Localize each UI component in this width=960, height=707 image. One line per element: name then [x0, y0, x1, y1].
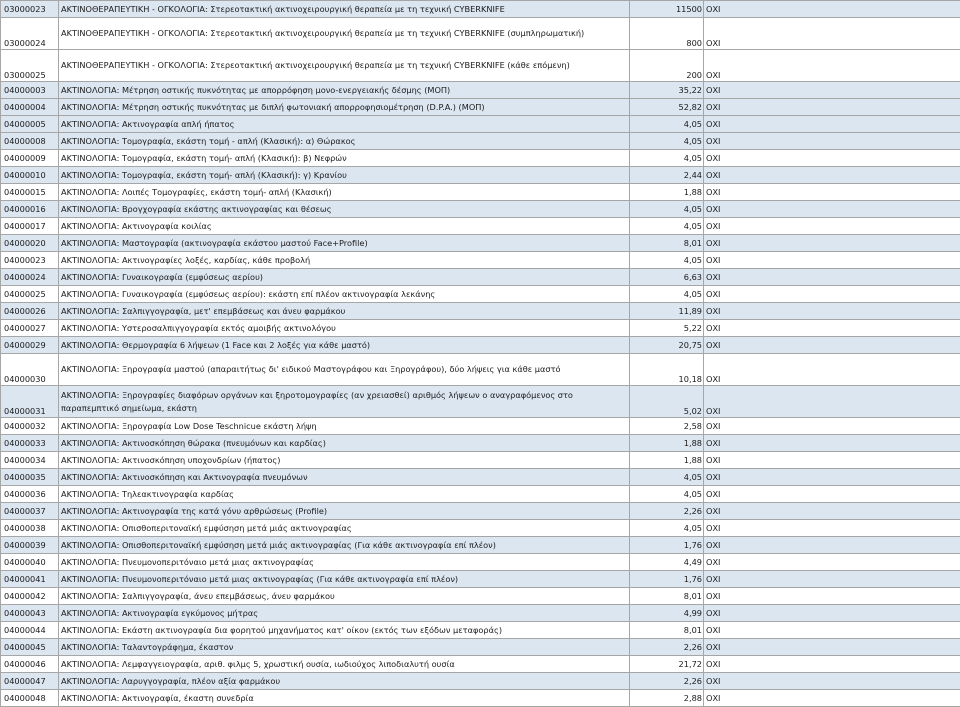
table-row [1, 554, 960, 571]
flag-cell: ΟΧΙ [704, 571, 960, 588]
code-cell: 04000043 [1, 605, 59, 622]
price-cell: 4,05 [630, 286, 704, 303]
price-cell: 10,18 [630, 354, 704, 386]
description-cell: ΑΚΤΙΝΟΘΕΡΑΠΕΥΤΙΚΗ - ΟΓΚΟΛΟΓΙΑ: Στερεοτακτική ακτινοχειρουργική θεραπεία με τη τεχνική CYBERKNIFE (συμπληρωματική) [59, 18, 630, 50]
table-row [1, 320, 960, 337]
price-cell: 5,22 [630, 320, 704, 337]
description-cell: ΑΚΤΙΝΟΛΟΓΙΑ: Οπισθοπεριτοναϊκή εμφύσηση μετά μιάς ακτινογραφίας [59, 520, 630, 537]
price-cell: 4,99 [630, 605, 704, 622]
table-row [1, 452, 960, 469]
flag-cell: ΟΧΙ [704, 1, 960, 18]
table-row [1, 184, 960, 201]
price-cell: 2,26 [630, 673, 704, 690]
code-cell: 04000041 [1, 571, 59, 588]
description-cell: ΑΚΤΙΝΟΛΟΓΙΑ: Λοιπές Τομογραφίες, εκάστη τομή- απλή (Κλασική) [59, 184, 630, 201]
code-cell: 04000017 [1, 218, 59, 235]
description-cell: ΑΚΤΙΝΟΛΟΓΙΑ: Ταλαντογράφημα, έκαστον [59, 639, 630, 656]
price-cell: 20,75 [630, 337, 704, 354]
table-row [1, 354, 960, 386]
description-cell: ΑΚΤΙΝΟΛΟΓΙΑ: Υστεροσαλπιγγογραφία εκτός αμοιβής ακτινολόγου [59, 320, 630, 337]
price-cell: 1,88 [630, 452, 704, 469]
description-cell: ΑΚΤΙΝΟΛΟΓΙΑ: Λαρυγγογραφία, πλέον αξία φαρμάκου [59, 673, 630, 690]
description-cell: ΑΚΤΙΝΟΛΟΓΙΑ: Σαλπιγγογραφία, μετ' επεμβάσεως και άνευ φαρμάκου [59, 303, 630, 320]
price-cell: 4,05 [630, 469, 704, 486]
description-cell: ΑΚΤΙΝΟΛΟΓΙΑ: Βρογχογραφία εκάστης ακτινογραφίας και θέσεως [59, 201, 630, 218]
flag-cell: ΟΧΙ [704, 435, 960, 452]
flag-cell: ΟΧΙ [704, 303, 960, 320]
code-cell: 04000032 [1, 418, 59, 435]
flag-cell: ΟΧΙ [704, 286, 960, 303]
code-cell: 04000039 [1, 537, 59, 554]
flag-cell: ΟΧΙ [704, 184, 960, 201]
price-cell: 8,01 [630, 622, 704, 639]
description-cell: ΑΚΤΙΝΟΘΕΡΑΠΕΥΤΙΚΗ - ΟΓΚΟΛΟΓΙΑ: Στερεοτακτική ακτινοχειρουργική θεραπεία με τη τεχνική CYBERKNIFE [59, 1, 630, 18]
price-cell: 2,26 [630, 503, 704, 520]
description-cell: ΑΚΤΙΝΟΛΟΓΙΑ: Τομογραφία, εκάστη τομή- απλή (Κλασική): γ) Κρανίου [59, 167, 630, 184]
table-row [1, 218, 960, 235]
flag-cell: ΟΧΙ [704, 337, 960, 354]
description-cell: ΑΚΤΙΝΟΛΟΓΙΑ: Ακτινογραφία, έκαστη συνεδρία [59, 690, 630, 707]
code-cell: 04000038 [1, 520, 59, 537]
flag-cell: ΟΧΙ [704, 133, 960, 150]
description-cell: ΑΚΤΙΝΟΛΟΓΙΑ: Γυναικογραφία (εμφύσεως αερίου): εκάστη επί πλέον ακτινογραφία λεκάνης [59, 286, 630, 303]
code-cell: 04000047 [1, 673, 59, 690]
description-cell: ΑΚΤΙΝΟΛΟΓΙΑ: Λεμφαγγειογραφία, αριθ. φιλμς 5, χρωστική ουσία, ιωδιούχος λιποδιαλυτή ουσία [59, 656, 630, 673]
table-row [1, 622, 960, 639]
table-row [1, 133, 960, 150]
description-cell: ΑΚΤΙΝΟΛΟΓΙΑ: Ακτινογραφίες λοξές, καρδίας, κάθε προβολή [59, 252, 630, 269]
description-cell: ΑΚΤΙΝΟΛΟΓΙΑ: Ακτινοσκόπηση και Ακτινογραφία πνευμόνων [59, 469, 630, 486]
table-row [1, 656, 960, 673]
flag-cell: ΟΧΙ [704, 520, 960, 537]
description-cell: ΑΚΤΙΝΟΘΕΡΑΠΕΥΤΙΚΗ - ΟΓΚΟΛΟΓΙΑ: Στερεοτακτική ακτινοχειρουργική θεραπεία με τη τεχνική CYBERKNIFE (κάθε επόμενη) [59, 50, 630, 82]
description-cell: ΑΚΤΙΝΟΛΟΓΙΑ: Μέτρηση οστικής πυκνότητας με διπλή φωτονιακή απορροφησιομέτρηση (D.P.A.) (ΜΟΠ) [59, 99, 630, 116]
description-cell: ΑΚΤΙΝΟΛΟΓΙΑ: Ακτινογραφία εγκύμονος μήτρας [59, 605, 630, 622]
flag-cell: ΟΧΙ [704, 554, 960, 571]
code-cell: 04000009 [1, 150, 59, 167]
flag-cell: ΟΧΙ [704, 252, 960, 269]
table-row [1, 520, 960, 537]
price-cell: 1,88 [630, 435, 704, 452]
flag-cell: ΟΧΙ [704, 537, 960, 554]
table-row [1, 639, 960, 656]
description-cell: ΑΚΤΙΝΟΛΟΓΙΑ: Τηλεακτινογραφία καρδίας [59, 486, 630, 503]
table-row [1, 418, 960, 435]
code-cell: 04000027 [1, 320, 59, 337]
table-row [1, 571, 960, 588]
description-cell: ΑΚΤΙΝΟΛΟΓΙΑ: Ακτινογραφία κοιλίας [59, 218, 630, 235]
flag-cell: ΟΧΙ [704, 269, 960, 286]
code-cell: 04000005 [1, 116, 59, 133]
price-cell: 4,05 [630, 201, 704, 218]
price-cell: 4,05 [630, 486, 704, 503]
flag-cell: ΟΧΙ [704, 354, 960, 386]
code-cell: 04000004 [1, 99, 59, 116]
price-cell: 2,88 [630, 690, 704, 707]
table-row [1, 486, 960, 503]
code-cell: 04000024 [1, 269, 59, 286]
price-cell: 4,05 [630, 116, 704, 133]
price-cell: 8,01 [630, 588, 704, 605]
price-cell: 2,44 [630, 167, 704, 184]
flag-cell: ΟΧΙ [704, 150, 960, 167]
code-cell: 04000016 [1, 201, 59, 218]
flag-cell: ΟΧΙ [704, 82, 960, 99]
table-row [1, 673, 960, 690]
description-cell: ΑΚΤΙΝΟΛΟΓΙΑ: Μέτρηση οστικής πυκνότητας με απορρόφηση μονο-ενεργειακής δέσμης (ΜΟΠ) [59, 82, 630, 99]
code-cell: 04000023 [1, 252, 59, 269]
table-row [1, 286, 960, 303]
code-cell: 04000010 [1, 167, 59, 184]
description-cell: ΑΚΤΙΝΟΛΟΓΙΑ: Τομογραφία, εκάστη τομή - απλή (Κλασική): α) Θώρακος [59, 133, 630, 150]
code-cell: 04000045 [1, 639, 59, 656]
table-row [1, 337, 960, 354]
description-cell: ΑΚΤΙΝΟΛΟΓΙΑ: Ακτινογραφία απλή ήπατος [59, 116, 630, 133]
description-cell: ΑΚΤΙΝΟΛΟΓΙΑ: Ακτινοσκόπηση υποχονδρίων (ήπατος) [59, 452, 630, 469]
description-cell: ΑΚΤΙΝΟΛΟΓΙΑ: Σαλπιγγογραφία, άνευ επεμβάσεως, άνευ φαρμάκου [59, 588, 630, 605]
price-cell: 8,01 [630, 235, 704, 252]
flag-cell: ΟΧΙ [704, 167, 960, 184]
price-cell: 4,05 [630, 520, 704, 537]
code-cell: 04000020 [1, 235, 59, 252]
code-cell: 04000035 [1, 469, 59, 486]
price-cell: 1,76 [630, 571, 704, 588]
description-cell: ΑΚΤΙΝΟΛΟΓΙΑ: Τομογραφία, εκάστη τομή- απλή (Κλασική): β) Νεφρών [59, 150, 630, 167]
code-cell: 04000003 [1, 82, 59, 99]
description-cell: ΑΚΤΙΝΟΛΟΓΙΑ: Θερμογραφία 6 λήψεων (1 Face και 2 λοξές για κάθε μαστό) [59, 337, 630, 354]
flag-cell: ΟΧΙ [704, 235, 960, 252]
flag-cell: ΟΧΙ [704, 18, 960, 50]
flag-cell: ΟΧΙ [704, 673, 960, 690]
price-cell: 1,76 [630, 537, 704, 554]
description-cell: ΑΚΤΙΝΟΛΟΓΙΑ: Ξηρογραφίες διαφόρων οργάνων και ξηροτομογραφίες (αν χρειασθεί) αριθμός λήψεων ο αναγραφόμενος στο παραπεμπτικό σημείωμα, εκάστη [59, 386, 630, 418]
flag-cell: ΟΧΙ [704, 320, 960, 337]
price-cell: 35,22 [630, 82, 704, 99]
flag-cell: ΟΧΙ [704, 622, 960, 639]
flag-cell: ΟΧΙ [704, 116, 960, 133]
description-cell: ΑΚΤΙΝΟΛΟΓΙΑ: Ακτινοσκόπηση θώρακα (πνευμόνων και καρδίας) [59, 435, 630, 452]
table-row [1, 537, 960, 554]
table-row [1, 235, 960, 252]
description-cell: ΑΚΤΙΝΟΛΟΓΙΑ: Μαστογραφία (ακτινογραφία εκάστου μαστού Face+Profile) [59, 235, 630, 252]
description-cell: ΑΚΤΙΝΟΛΟΓΙΑ: Ακτινογραφία της κατά γόνυ αρθρώσεως (Profile) [59, 503, 630, 520]
price-cell: 4,05 [630, 150, 704, 167]
flag-cell: ΟΧΙ [704, 452, 960, 469]
price-cell: 52,82 [630, 99, 704, 116]
code-cell: 03000025 [1, 50, 59, 82]
code-cell: 04000044 [1, 622, 59, 639]
price-cell: 11500 [630, 1, 704, 18]
code-cell: 04000048 [1, 690, 59, 707]
table-row [1, 503, 960, 520]
code-cell: 04000015 [1, 184, 59, 201]
table-row [1, 18, 960, 50]
flag-cell: ΟΧΙ [704, 690, 960, 707]
table-row [1, 150, 960, 167]
code-cell: 04000036 [1, 486, 59, 503]
price-cell: 4,05 [630, 252, 704, 269]
flag-cell: ΟΧΙ [704, 99, 960, 116]
description-cell: ΑΚΤΙΝΟΛΟΓΙΑ: Οπισθοπεριτοναϊκή εμφύσηση μετά μιάς ακτινογραφίας (Για κάθε ακτινογραφία επί πλέον) [59, 537, 630, 554]
price-cell: 5,02 [630, 386, 704, 418]
price-list-body [1, 1, 960, 707]
code-cell: 04000046 [1, 656, 59, 673]
code-cell: 04000033 [1, 435, 59, 452]
price-cell: 4,05 [630, 133, 704, 150]
price-cell: 4,49 [630, 554, 704, 571]
description-cell: ΑΚΤΙΝΟΛΟΓΙΑ: Ξηρογραφία Low Dose Teschnicue εκάστη λήψη [59, 418, 630, 435]
code-cell: 04000034 [1, 452, 59, 469]
price-cell: 4,05 [630, 218, 704, 235]
code-cell: 04000042 [1, 588, 59, 605]
flag-cell: ΟΧΙ [704, 201, 960, 218]
description-cell: ΑΚΤΙΝΟΛΟΓΙΑ: Ξηρογραφία μαστού (απαραιτήτως δι' ειδικού Μαστογράφου και Ξηρογράφου), δύο λήψεις για κάθε μαστό [59, 354, 630, 386]
code-cell: 04000040 [1, 554, 59, 571]
code-cell: 03000024 [1, 18, 59, 50]
flag-cell: ΟΧΙ [704, 218, 960, 235]
price-cell: 11,89 [630, 303, 704, 320]
code-cell: 04000008 [1, 133, 59, 150]
code-cell: 04000030 [1, 354, 59, 386]
table-row [1, 1, 960, 18]
table-row [1, 435, 960, 452]
code-cell: 04000026 [1, 303, 59, 320]
price-cell: 2,26 [630, 639, 704, 656]
table-row [1, 252, 960, 269]
table-row [1, 201, 960, 218]
table-row [1, 303, 960, 320]
table-row [1, 386, 960, 418]
flag-cell: ΟΧΙ [704, 639, 960, 656]
table-row [1, 82, 960, 99]
price-cell: 1,88 [630, 184, 704, 201]
price-cell: 21,72 [630, 656, 704, 673]
table-row [1, 469, 960, 486]
table-row [1, 50, 960, 82]
price-cell: 2,58 [630, 418, 704, 435]
flag-cell: ΟΧΙ [704, 486, 960, 503]
flag-cell: ΟΧΙ [704, 50, 960, 82]
flag-cell: ΟΧΙ [704, 469, 960, 486]
flag-cell: ΟΧΙ [704, 588, 960, 605]
description-cell: ΑΚΤΙΝΟΛΟΓΙΑ: Εκάστη ακτινογραφία δια φορητού μηχανήματος κατ' οίκον (εκτός των εξόδων μεταφοράς) [59, 622, 630, 639]
table-row [1, 588, 960, 605]
price-cell: 6,63 [630, 269, 704, 286]
description-cell: ΑΚΤΙΝΟΛΟΓΙΑ: Πνευμονοπεριτόναιο μετά μιας ακτινογραφίας [59, 554, 630, 571]
code-cell: 04000025 [1, 286, 59, 303]
table-row [1, 269, 960, 286]
table-row [1, 99, 960, 116]
price-cell: 800 [630, 18, 704, 50]
code-cell: 03000023 [1, 1, 59, 18]
table-row [1, 605, 960, 622]
code-cell: 04000037 [1, 503, 59, 520]
code-cell: 04000031 [1, 386, 59, 418]
description-cell: ΑΚΤΙΝΟΛΟΓΙΑ: Πνευμονοπεριτόναιο μετά μιας ακτινογραφίας (Για κάθε ακτινογραφία επί πλέον) [59, 571, 630, 588]
flag-cell: ΟΧΙ [704, 656, 960, 673]
code-cell: 04000029 [1, 337, 59, 354]
flag-cell: ΟΧΙ [704, 386, 960, 418]
description-cell: ΑΚΤΙΝΟΛΟΓΙΑ: Γυναικογραφία (εμφύσεως αερίου) [59, 269, 630, 286]
table-row [1, 690, 960, 707]
price-cell: 200 [630, 50, 704, 82]
flag-cell: ΟΧΙ [704, 605, 960, 622]
flag-cell: ΟΧΙ [704, 503, 960, 520]
table-row [1, 167, 960, 184]
flag-cell: ΟΧΙ [704, 418, 960, 435]
table-row [1, 116, 960, 133]
